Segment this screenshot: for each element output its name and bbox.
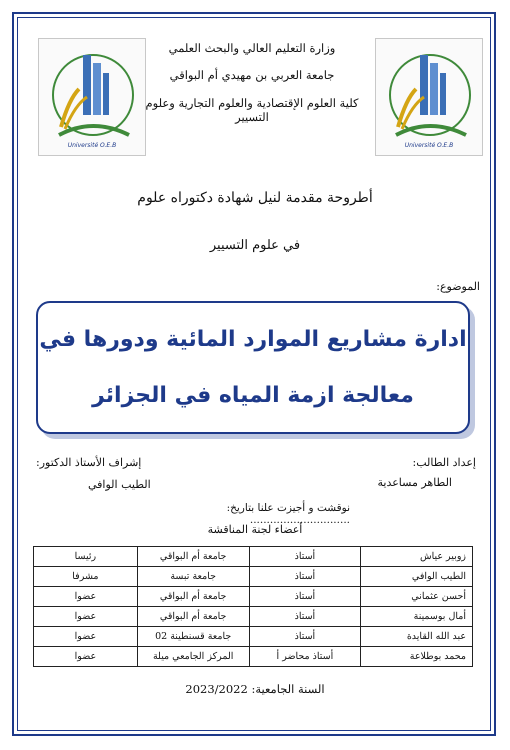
- member-role: عضوا: [34, 607, 138, 627]
- member-university: جامعة أم البواقي: [137, 607, 249, 627]
- committee-row: [34, 567, 473, 587]
- member-rank: أستاذ محاضر أ: [249, 647, 361, 667]
- committee-row: [34, 607, 473, 627]
- member-name: محمد بوطلاعة: [361, 647, 473, 667]
- committee-row: [34, 647, 473, 667]
- prepared-by-label: إعداد الطالب:: [412, 456, 476, 469]
- member-role: عضوا: [34, 587, 138, 607]
- thesis-degree: أطروحة مقدمة لنيل شهادة دكتوراه علوم: [137, 190, 373, 206]
- member-rank: أستاذ: [249, 587, 361, 607]
- member-name: أحسن عثماني: [361, 587, 473, 607]
- member-name: أمال بوسمينة: [361, 607, 473, 627]
- university-name: جامعة العربي بن مهيدي أم البواقي: [169, 68, 335, 83]
- student-name: الطاهر مساعدية: [377, 476, 452, 489]
- thesis-field: في علوم التسيير: [209, 238, 301, 253]
- university-logo-right: [375, 38, 483, 156]
- academic-year: السنة الجامعية: 2023/2022: [185, 682, 325, 696]
- ministry-name: وزارة التعليم العالي والبحث العلمي: [168, 41, 336, 55]
- committee-row: [34, 627, 473, 647]
- subject-label: الموضوع:: [436, 280, 480, 293]
- member-rank: أستاذ: [249, 567, 361, 587]
- member-role: عضوا: [34, 647, 138, 667]
- member-role: مشرفا: [34, 567, 138, 587]
- committee-row: [34, 547, 473, 567]
- supervisor-name: الطيب الوافي: [88, 478, 151, 491]
- member-role: عضوا: [34, 627, 138, 647]
- committee-table: [33, 546, 473, 667]
- faculty-name: كلية العلوم الإقتصادية والعلوم التجارية وعلوم التسيير: [145, 96, 359, 124]
- member-role: رئيسا: [34, 547, 138, 567]
- institution-header: [142, 42, 362, 138]
- logo-caption: Université O.E.B: [67, 142, 117, 149]
- member-university: المركز الجامعي ميلة: [137, 647, 249, 667]
- logo-emblem-icon: [376, 39, 483, 156]
- thesis-title-box: [36, 301, 470, 434]
- member-rank: أستاذ: [249, 627, 361, 647]
- logo-emblem-icon: [39, 39, 146, 156]
- member-name: الطيب الوافي: [361, 567, 473, 587]
- committee-title: أعضاء لجنة المناقشة: [207, 523, 303, 536]
- member-university: جامعة تبسة: [137, 567, 249, 587]
- university-logo-left: [38, 38, 146, 156]
- member-university: جامعة أم البواقي: [137, 587, 249, 607]
- supervisor-label: إشراف الأستاذ الدكتور:: [36, 456, 142, 469]
- thesis-title-line-1: ادارة مشاريع الموارد المائية ودورها في: [39, 327, 467, 352]
- member-rank: أستاذ: [249, 547, 361, 567]
- member-university: جامعة قسنطينة 02: [137, 627, 249, 647]
- committee-row: [34, 587, 473, 607]
- logo-caption: Université O.E.B: [404, 142, 454, 149]
- member-rank: أستاذ: [249, 607, 361, 627]
- member-name: عبد الله القايدة: [361, 627, 473, 647]
- member-name: زوبير عياش: [361, 547, 473, 567]
- member-university: جامعة أم البواقي: [137, 547, 249, 567]
- defense-date: نوقشت و أجيزت علنا بتاريخ: ..............................: [226, 502, 350, 526]
- thesis-title-line-2: معالجة ازمة المياه في الجزائر: [92, 383, 414, 408]
